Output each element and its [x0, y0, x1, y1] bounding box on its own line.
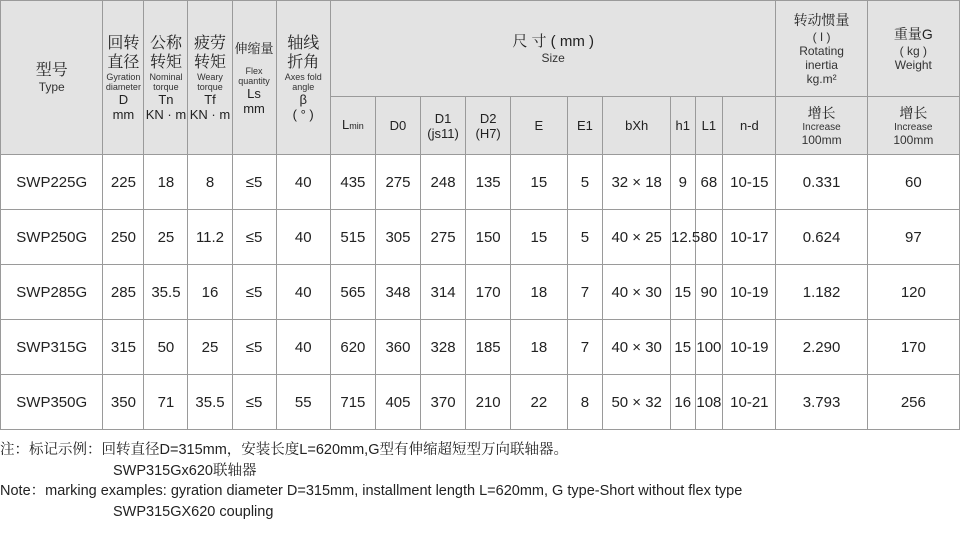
weight-increase-unit: 100mm [893, 133, 934, 147]
table-cell: 5 [567, 210, 603, 265]
table-cell: 25 [188, 320, 232, 375]
table-cell: 0.624 [776, 210, 867, 265]
size-col-lmin-label: L [342, 117, 350, 132]
size-col-l1-label: L1 [701, 118, 717, 133]
size-col-d0-label: D0 [389, 118, 407, 133]
table-cell: 2.290 [776, 320, 867, 375]
header-size-h1 [670, 97, 695, 155]
size-col-d1-fit: (js11) [427, 125, 459, 141]
header-tn-cn2: 转矩 [149, 53, 182, 71]
table-cell: 210 [466, 375, 511, 430]
table-cell: 10-19 [723, 265, 776, 320]
note-en-line2: SWP315GX620 coupling [113, 503, 274, 520]
header-inertia-increase [776, 97, 867, 155]
spec-table-body [1, 155, 960, 430]
header-beta-en1: Axes fold [284, 71, 322, 82]
note-cn-line1: 注：标记示例：回转直径D=315mm，安装长度L=620mm,G型有伸缩超短型万向联轴器。 [0, 442, 568, 458]
table-cell: 40 × 30 [603, 265, 671, 320]
header-type-cn: 型号 [35, 62, 68, 79]
header-ls-en1: Flex [245, 66, 263, 76]
header-ls-en2: quantity [238, 76, 270, 86]
table-cell: 8 [188, 155, 232, 210]
table-cell: 5 [567, 155, 603, 210]
table-cell: 565 [330, 265, 375, 320]
table-cell: 18 [511, 265, 567, 320]
header-tf-en1: Weary [197, 71, 223, 82]
header-beta-en2: angle [292, 81, 315, 92]
header-flex-quantity [232, 1, 276, 155]
table-cell: 9 [670, 155, 695, 210]
inertia-increase-cn: 增长 [807, 105, 836, 121]
header-ls-unit: mm [243, 101, 265, 116]
header-size-cn: 尺 寸 ( mm ) [512, 33, 594, 50]
header-size-lmin [330, 97, 375, 155]
table-cell: 15 [511, 155, 567, 210]
table-row [1, 265, 960, 320]
header-weight-unit: ( kg ) [899, 44, 927, 58]
header-d-unit: mm [112, 106, 135, 122]
table-cell: 18 [144, 155, 188, 210]
table-cell: 60 [867, 155, 959, 210]
header-weight-cn: 重量G [893, 26, 933, 42]
header-d-symbol: D [118, 91, 129, 107]
table-row [1, 210, 960, 265]
size-col-e1-label: E1 [576, 118, 593, 133]
table-cell: 10-21 [723, 375, 776, 430]
header-d-cn2: 直径 [107, 53, 140, 71]
header-tf-symbol: Tf [204, 91, 216, 107]
header-nominal-torque [144, 1, 188, 155]
table-cell: ≤5 [232, 210, 276, 265]
table-cell: 275 [421, 210, 466, 265]
header-ls-cn: 伸缩量 [234, 41, 274, 56]
table-cell: 350 [103, 375, 144, 430]
header-weary-torque [188, 1, 232, 155]
table-cell: 16 [188, 265, 232, 320]
table-cell: 1.182 [776, 265, 867, 320]
size-col-d1-label: D1 [434, 110, 452, 126]
table-cell: SWP350G [1, 375, 103, 430]
table-cell: 10-17 [723, 210, 776, 265]
table-cell: 25 [144, 210, 188, 265]
table-cell: 15 [670, 265, 695, 320]
table-cell: 10-15 [723, 155, 776, 210]
table-cell: 285 [103, 265, 144, 320]
table-cell: 50 [144, 320, 188, 375]
header-d-cn1: 回转 [107, 34, 140, 52]
table-cell: 108 [695, 375, 723, 430]
table-cell: 71 [144, 375, 188, 430]
table-cell: 515 [330, 210, 375, 265]
table-cell: 22 [511, 375, 567, 430]
header-size-e1 [567, 97, 603, 155]
table-cell: 35.5 [144, 265, 188, 320]
table-cell: ≤5 [232, 155, 276, 210]
header-weight-en: Weight [894, 58, 932, 72]
table-cell: SWP315G [1, 320, 103, 375]
table-cell: 68 [695, 155, 723, 210]
table-cell: 248 [421, 155, 466, 210]
table-cell: ≤5 [232, 320, 276, 375]
table-cell: 40 [276, 265, 330, 320]
header-beta-symbol: β [299, 91, 307, 107]
table-cell: 100 [695, 320, 723, 375]
table-cell: 715 [330, 375, 375, 430]
header-tn-en1: Nominal [149, 71, 183, 82]
table-cell: 40 [276, 155, 330, 210]
header-size [330, 1, 776, 97]
header-tf-unit: KN · m [189, 106, 231, 122]
header-tf-cn2: 转矩 [193, 53, 226, 71]
header-inertia-cn: 转动惯量 [793, 12, 850, 28]
header-weight [867, 1, 959, 97]
header-size-bxh [603, 97, 671, 155]
table-cell: 328 [421, 320, 466, 375]
header-d-en1: Gyration [106, 71, 141, 82]
header-beta-unit: ( ° ) [292, 106, 314, 122]
table-cell: 15 [511, 210, 567, 265]
header-tf-en2: torque [197, 81, 223, 92]
table-cell: 370 [421, 375, 466, 430]
header-rotating-inertia [776, 1, 867, 97]
table-cell: 40 [276, 320, 330, 375]
table-cell: 360 [375, 320, 420, 375]
table-cell: 314 [421, 265, 466, 320]
table-cell: 170 [466, 265, 511, 320]
table-cell: 0.331 [776, 155, 867, 210]
size-col-lmin-sub: min [349, 121, 364, 131]
table-cell: 16 [670, 375, 695, 430]
header-tn-cn1: 公称 [149, 34, 182, 52]
header-size-nd [723, 97, 776, 155]
header-size-e [511, 97, 567, 155]
weight-increase-en: Increase [894, 122, 933, 133]
header-size-d0 [375, 97, 420, 155]
size-col-nd-label: n-d [739, 118, 759, 133]
table-cell: 11.2 [188, 210, 232, 265]
table-cell: 15 [670, 320, 695, 375]
header-ls-symbol: Ls [247, 86, 261, 101]
table-cell: 32 × 18 [603, 155, 671, 210]
table-cell: 97 [867, 210, 959, 265]
header-size-d2 [466, 97, 511, 155]
table-cell: SWP225G [1, 155, 103, 210]
table-cell: 348 [375, 265, 420, 320]
table-row [1, 155, 960, 210]
table-cell: 10-19 [723, 320, 776, 375]
table-cell: 315 [103, 320, 144, 375]
table-row [1, 375, 960, 430]
note-cn-line2: SWP315Gx620联轴器 [113, 462, 257, 479]
table-cell: 40 [276, 210, 330, 265]
table-cell: 250 [103, 210, 144, 265]
table-cell: SWP250G [1, 210, 103, 265]
header-d-en2: diameter [105, 81, 141, 92]
notes [0, 440, 960, 522]
inertia-increase-en: Increase [802, 122, 841, 133]
table-cell: ≤5 [232, 265, 276, 320]
size-col-bxh-label: bXh [625, 118, 649, 133]
header-type [1, 1, 103, 155]
header-size-d1 [421, 97, 466, 155]
note-en-line1: Note：marking examples: gyration diameter D=315mm, installment length L=620mm, G type-Short without flex type [0, 483, 743, 499]
table-cell: 256 [867, 375, 959, 430]
table-cell: 405 [375, 375, 420, 430]
header-tf-cn1: 疲劳 [193, 34, 226, 52]
table-row [1, 320, 960, 375]
header-weight-increase [867, 97, 959, 155]
header-tn-unit: KN · m [145, 106, 187, 122]
table-cell: 120 [867, 265, 959, 320]
table-cell: 18 [511, 320, 567, 375]
size-col-d2-label: D2 [479, 110, 497, 126]
table-cell: SWP285G [1, 265, 103, 320]
header-inertia-en1: Rotating [799, 44, 844, 58]
table-cell: ≤5 [232, 375, 276, 430]
table-cell: 620 [330, 320, 375, 375]
header-inertia-symbol: ( I ) [812, 30, 831, 44]
table-cell: 7 [567, 320, 603, 375]
table-cell: 225 [103, 155, 144, 210]
weight-increase-cn: 增长 [899, 105, 928, 121]
header-size-en: Size [541, 51, 565, 65]
table-cell: 55 [276, 375, 330, 430]
header-tn-symbol: Tn [158, 91, 174, 107]
table-cell: 12.5 [670, 210, 695, 265]
table-cell: 50 × 32 [603, 375, 671, 430]
size-col-h1-label: h1 [675, 118, 690, 133]
table-cell: 7 [567, 265, 603, 320]
header-gyration-diameter [103, 1, 144, 155]
table-cell: 90 [695, 265, 723, 320]
table-cell: 435 [330, 155, 375, 210]
table-cell: 8 [567, 375, 603, 430]
table-cell: 135 [466, 155, 511, 210]
header-type-en: Type [38, 80, 65, 94]
table-cell: 80 [695, 210, 723, 265]
header-size-l1 [695, 97, 723, 155]
header-axes-fold-angle [276, 1, 330, 155]
header-tn-en2: torque [153, 81, 179, 92]
table-cell: 35.5 [188, 375, 232, 430]
table-cell: 170 [867, 320, 959, 375]
header-inertia-en2: inertia [805, 58, 838, 72]
table-cell: 40 × 25 [603, 210, 671, 265]
header-inertia-unit: kg.m² [806, 72, 837, 86]
table-cell: 275 [375, 155, 420, 210]
header-beta-cn1: 轴线 [287, 34, 320, 52]
table-cell: 185 [466, 320, 511, 375]
size-col-d2-fit: (H7) [475, 125, 501, 141]
table-cell: 305 [375, 210, 420, 265]
table-cell: 3.793 [776, 375, 867, 430]
size-col-e-label: E [534, 118, 544, 133]
header-beta-cn2: 折角 [287, 53, 320, 71]
inertia-increase-unit: 100mm [801, 133, 842, 147]
table-cell: 150 [466, 210, 511, 265]
table-cell: 40 × 30 [603, 320, 671, 375]
